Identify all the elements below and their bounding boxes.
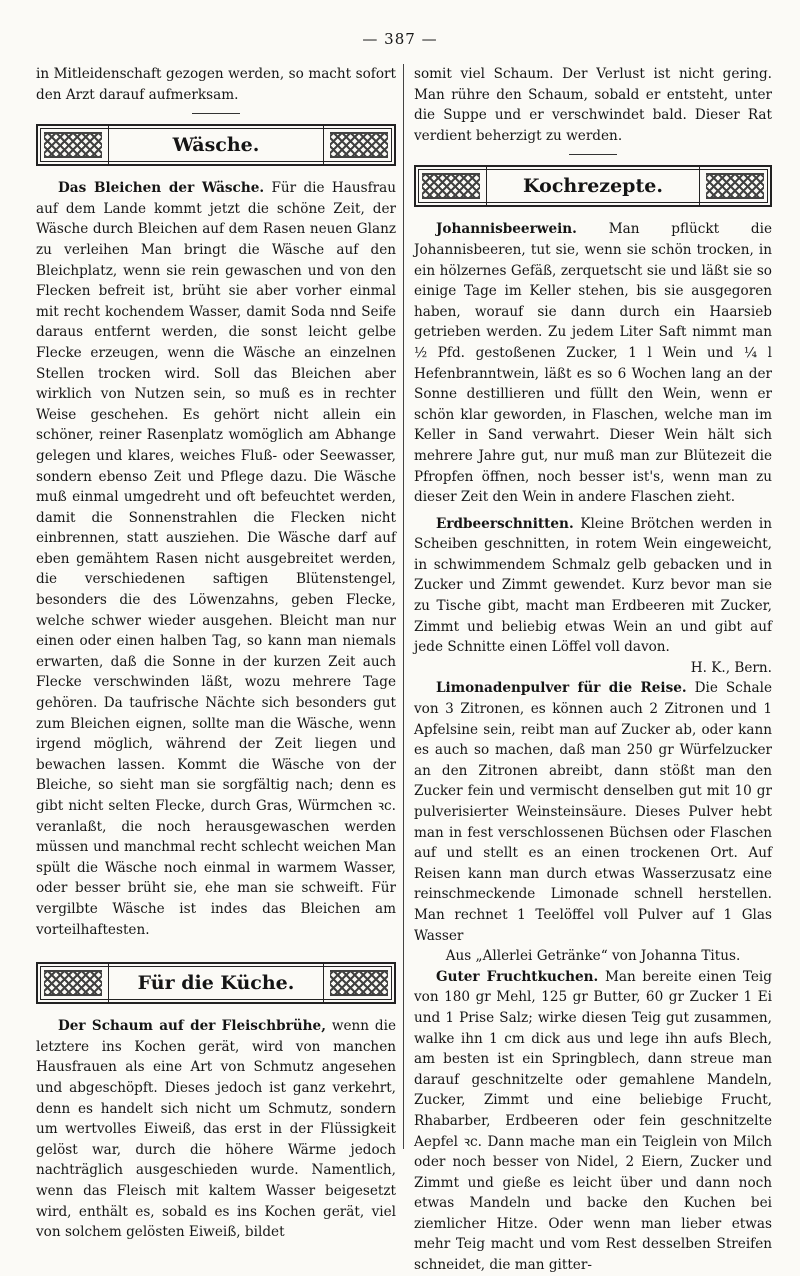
article-schaum: [36, 1016, 396, 1243]
recipe-body-johannisbeerwein: Man pflückt die Johannisbeeren, tut sie, wenn sie schön trocken, in ein hölzernes Gefäß, zerquetscht sie und läßt sie so einige Tage im Keller stehen, bis sie ausgegoren haben, worauf sie dann durch ein Haarsieb getrieben werden. Zu jedem Liter Saft nimmt man ½ Pfd. gestoßenen Zucker, 1 l Wein und ¼ l Hefenbranntwein, läßt es so 6 Wochen lang an der Sonne destillieren und füllt den Wein, wenn er schön klar geworden, in Flaschen, welche man im Keller in Sand verwahrt. Dieser Wein hält sich mehrere Jahre gut, nur muß man zur Blütezeit die Pfropfen öffnen, noch besser ist's, wenn man zu dieser Zeit den Wein in andere Flaschen zieht.: [414, 221, 772, 506]
column-divider: [403, 64, 404, 1149]
article-title-bleichen: Das Bleichen der Wäsche.: [58, 180, 265, 197]
ornament-right-icon: [706, 173, 764, 199]
left-intro-text: in Mitleidenschaft gezogen werden, so macht sofort den Arzt darauf aufmerksam.: [36, 66, 396, 103]
right-column: [414, 64, 772, 1276]
recipe-fruchtkuchen: [414, 967, 772, 1276]
ornament-left-icon: [422, 173, 480, 199]
right-intro-text: somit viel Schaum. Der Verlust ist nicht gering. Man rühre den Schaum, sobald er entsteht, unter die Suppe und er verschwindet bald. Dieser Rat verdient beherzigt zu werden.: [414, 66, 772, 144]
separator-rule: [569, 154, 617, 155]
recipe-title-fruchtkuchen: Guter Fruchtkuchen.: [436, 968, 599, 985]
recipe-title-limonadenpulver: Limonadenpulver für die Reise.: [436, 680, 687, 697]
article-body-schaum: wenn die letztere ins Kochen gerät, wird von manchen Hausfrauen als eine Art von Schmutz angesehen und abgeschöpft. Dieses jedoch ist ganz verkehrt, denn es handelt sich nicht um Schmutz, sondern um wertvolles Eiweiß, das erst in der Flüssigkeit gelöst war, durch die höhere Wärme jedoch nachträglich ausgeschieden wurde. Namentlich, wenn das Fleisch mit kaltem Wasser beigesetzt wird, enthält es, sobald es ins Kochen gerät, viel von solchem gelösten Eiweiß, bildet: [36, 1018, 396, 1241]
section-title-kochrezepte: Kochrezepte.: [486, 167, 700, 205]
left-column: [36, 64, 396, 1243]
section-title-kueche: Für die Küche.: [108, 964, 324, 1002]
recipe-source: Aus „Allerlei Getränke“ von Johanna Titus.: [445, 948, 741, 965]
article-title-schaum: Der Schaum auf der Fleischbrühe,: [58, 1018, 326, 1035]
section-title-waesche: Wäsche.: [108, 126, 324, 164]
section-heading-kueche: [36, 962, 396, 1004]
recipe-erdbeerschnitten: [414, 514, 772, 658]
recipe-body-erdbeerschnitten: Kleine Brötchen werden in Scheiben geschnitten, in rotem Wein eingeweicht, in schwimmendem Schmalz gelb gebacken und in Zucker und Zimmt gewendet. Kurz bevor man sie zu Tische gibt, macht man Erdbeeren mit Zucker, Zimmt und beliebig etwas Wein an und gibt auf jede Schnitte einen Löffel voll davon.: [414, 515, 772, 656]
article-bleichen: [36, 178, 396, 940]
section-heading-waesche: [36, 124, 396, 166]
separator-rule: [192, 113, 240, 114]
section-heading-kochrezepte: [414, 165, 772, 207]
recipe-body-fruchtkuchen: Man bereite einen Teig von 180 gr Mehl, 125 gr Butter, 60 gr Zucker 1 Ei und 1 Prise Salz; wirke diesen Teig gut zusammen, walke ihn 1 cm dick aus und lege ihn aufs Blech, am besten ist ein Springblech, dann streue man darauf geschnitzelte oder gemahlene Mandeln, Zucker, Zimmt und eine beliebige Frucht, Rhabarber, Erdbeeren oder fein geschnitzelte Aepfel ꝛc. Dann mache man ein Teiglein von Milch oder noch besser von Nidel, 2 Eiern, Zucker und Zimmt und gieße es leicht über und dann noch etwas Mandeln und backe den Kuchen bei ziemlicher Hitze. Oder wenn man lieber etwas mehr Teig macht und vom Rest desselben Streifen schneidet, die man gitter-: [414, 968, 772, 1274]
page-number: — 387 —: [362, 30, 438, 48]
recipe-signature: H. K., Bern.: [690, 659, 772, 676]
recipe-title-erdbeerschnitten: Erdbeerschnitten.: [436, 515, 574, 532]
recipe-limonadenpulver: [414, 678, 772, 946]
ornament-right-icon: [330, 132, 388, 158]
recipe-body-limonadenpulver: Die Schale von 3 Zitronen, es können auch 2 Zitronen und 1 Apfelsine sein, reibt man auf Zucker ab, oder kann es auch so machen, daß man 250 gr Würfelzucker an den Zitronen abreibt, dann stößt man den Zucker fein und vermischt denselben gut mit 10 gr pulverisierter Weinsteinsäure. Dieses Pulver hebt man in fest verschlossenen Büchsen oder Flaschen auf und stellt es an einen trockenen Ort. Auf Reisen kann man durch etwas Wasserzusatz eine reinschmeckende Limonade schnell herstellen. Man rechnet 1 Teelöffel voll Pulver auf 1 Glas Wasser: [414, 680, 772, 944]
recipe-title-johannisbeerwein: Johannisbeerwein.: [436, 221, 577, 238]
recipe-johannisbeerwein: [414, 219, 772, 507]
ornament-left-icon: [44, 970, 102, 996]
ornament-right-icon: [330, 970, 388, 996]
article-body-bleichen: Für die Hausfrau auf dem Lande kommt jetzt die schöne Zeit, der Wäsche durch Bleichen auf dem Rasen neuen Glanz zu verleihen Man bringt die Wäsche auf den Bleichplatz, wenn sie rein gewaschen und von den Flecken befreit ist, brüht sie aber vorher einmal mit recht kochendem Wasser, damit Soda nnd Seife daraus entfernt werden, die sonst leicht gelbe Flecke erzeugen, wenn die Wäsche an einzelnen Stellen trocken wird. Soll das Bleichen aber wirklich von Nutzen sein, so muß es in rechter Weise geschehen. Es gehört nicht allein ein schöner, reiner Rasenplatz womöglich am Abhange gelegen und klares, weiches Fluß- oder Seewasser, sondern ebenso Zeit und Pflege dazu. Die Wäsche muß einmal umgedreht und oft befeuchtet werden, damit die Sonnenstrahlen die Flecken nicht einbrennen, statt ausziehen. Die Wäsche darf auf eben gemähtem Rasen nicht ausgebreitet werden, die verschiedenen saftigen Blütenstengel, besonders die des Löwenzahns, geben Flecke, welche schwer wieder ausgehen. Bleicht man nur einen oder einen halben Tag, so kann man niemals erwarten, daß die Sonne in der kurzen Zeit auch Flecke verschwinden läßt, wozu mehrere Tage gehören. Da taufrische Nächte sich besonders gut zum Bleichen eignen, sollte man die Wäsche, wenn irgend möglich, während der Zeit liegen und bewachen lassen. Kommt die Wäsche von der Bleiche, so sieht man sie sorgfältig nach; denn es gibt nicht selten Flecke, durch Gras, Würmchen ꝛc. veranlaßt, die noch herausgewaschen werden müssen und manchmal recht schlecht weichen Man spült die Wäsche noch einmal in warmem Wasser, oder besser brüht sie, ehe man sie schweift. Für vergilbte Wäsche ist indes das Bleichen am vorteilhaftesten.: [36, 180, 397, 938]
ornament-left-icon: [44, 132, 102, 158]
